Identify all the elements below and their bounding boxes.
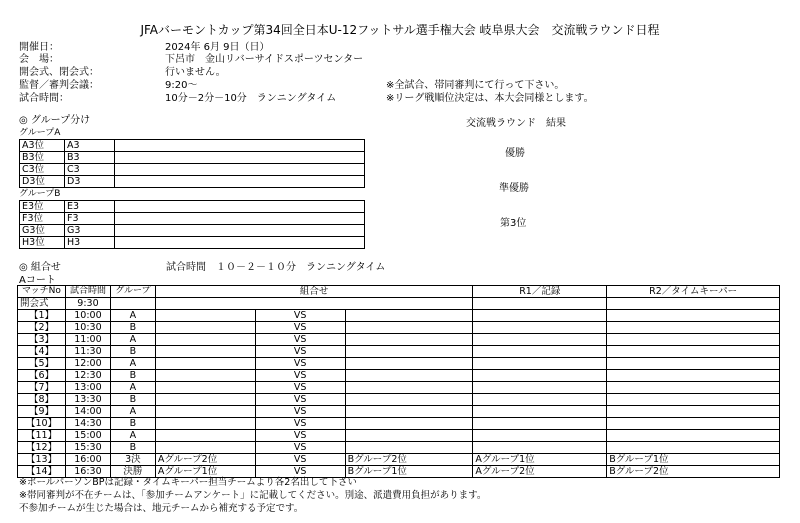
table-row (20, 201, 365, 213)
info-value-meeting: 9:20～ (165, 80, 198, 91)
match-r2[interactable] (607, 334, 780, 346)
group-a-seed: A3位 (20, 140, 65, 152)
group-a-seed: D3位 (20, 176, 65, 188)
match-group: A (110, 406, 155, 418)
match-team1[interactable] (155, 334, 255, 346)
match-r1[interactable] (473, 346, 607, 358)
header-matchup: 組合せ (155, 286, 472, 298)
table-row (18, 358, 780, 370)
match-r1[interactable] (473, 382, 607, 394)
match-group: A (110, 334, 155, 346)
match-group: 3決 (110, 454, 155, 466)
footnote-ballperson: ※ボールパーソンBPは記録・タイムキーパー担当チームより各2名出して下さい (19, 477, 357, 488)
match-vs: VS (255, 382, 345, 394)
info-label-match-time: 試合時間： (19, 93, 69, 104)
document-title: JFAバーモントカップ第34回全日本U-12フットサル選手権大会 岐阜県大会 交流戦ラウンド日程 (140, 23, 660, 37)
match-time: 11:30 (65, 346, 110, 358)
info-label-meeting: 監督／審判会議： (19, 80, 99, 91)
group-b-seed: F3位 (20, 213, 65, 225)
match-vs: VS (255, 370, 345, 382)
match-vs: VS (255, 334, 345, 346)
table-row (18, 334, 780, 346)
table-row (18, 466, 780, 478)
match-team2[interactable]: Bグループ1位 (345, 466, 473, 478)
match-time: 15:30 (65, 442, 110, 454)
header-group: グループ (110, 286, 155, 298)
match-group: B (110, 394, 155, 406)
match-time: 16:00 (65, 454, 110, 466)
court-label: Aコート (19, 275, 56, 286)
match-r1[interactable] (473, 418, 607, 430)
table-row (18, 346, 780, 358)
match-no: 【7】 (18, 382, 66, 394)
result-champion-label: 優勝 (505, 148, 525, 159)
table-row (18, 406, 780, 418)
match-team1[interactable] (155, 322, 255, 334)
match-r2[interactable] (607, 442, 780, 454)
match-team2[interactable] (345, 442, 473, 454)
match-r2[interactable] (607, 322, 780, 334)
match-team1[interactable] (155, 382, 255, 394)
match-time: 13:00 (65, 382, 110, 394)
match-vs: VS (255, 394, 345, 406)
match-vs: VS (255, 358, 345, 370)
match-r1[interactable] (473, 370, 607, 382)
match-r1[interactable] (473, 334, 607, 346)
header-time: 試合時間 (65, 286, 110, 298)
match-no: 【1】 (18, 310, 66, 322)
match-no: 【14】 (18, 466, 66, 478)
table-row-opening (18, 298, 780, 310)
match-r1[interactable] (473, 430, 607, 442)
match-r2[interactable] (607, 358, 780, 370)
match-time: 12:30 (65, 370, 110, 382)
table-row (20, 164, 365, 176)
match-group: B (110, 346, 155, 358)
result-runner-up-label: 準優勝 (499, 183, 529, 194)
table-row (18, 430, 780, 442)
match-team1[interactable] (155, 310, 255, 322)
match-no: 【13】 (18, 454, 66, 466)
match-vs: VS (255, 442, 345, 454)
group-a-code: B3 (65, 152, 115, 164)
group-a-team[interactable] (115, 140, 365, 152)
group-a-team[interactable] (115, 164, 365, 176)
match-time: 14:00 (65, 406, 110, 418)
match-team1[interactable]: Aグループ1位 (155, 466, 255, 478)
match-team1[interactable] (155, 370, 255, 382)
group-b-team[interactable] (115, 237, 365, 249)
match-team2[interactable]: Bグループ2位 (345, 454, 473, 466)
table-row (18, 442, 780, 454)
match-no: 【8】 (18, 394, 66, 406)
match-group: B (110, 370, 155, 382)
match-no: 【5】 (18, 358, 66, 370)
group-a-code: A3 (65, 140, 115, 152)
group-a-team[interactable] (115, 152, 365, 164)
info-label-ceremony: 開会式、閉会式： (19, 67, 99, 78)
match-team1[interactable] (155, 430, 255, 442)
match-r2[interactable] (607, 346, 780, 358)
match-r2[interactable] (607, 382, 780, 394)
match-no: 【4】 (18, 346, 66, 358)
info-value-venue: 下呂市 金山リバーサイドスポーツセンター (165, 54, 364, 65)
group-b-code: F3 (65, 213, 115, 225)
group-b-code: G3 (65, 225, 115, 237)
group-b-team[interactable] (115, 201, 365, 213)
match-group: A (110, 358, 155, 370)
match-time: 11:00 (65, 334, 110, 346)
match-time: 12:00 (65, 358, 110, 370)
table-row (18, 310, 780, 322)
match-vs: VS (255, 322, 345, 334)
table-row (20, 225, 365, 237)
group-b-team[interactable] (115, 213, 365, 225)
table-row (18, 394, 780, 406)
match-no: 【3】 (18, 334, 66, 346)
match-team2[interactable] (345, 382, 473, 394)
match-r1[interactable] (473, 322, 607, 334)
match-team1[interactable]: Aグループ2位 (155, 454, 255, 466)
group-b-code: E3 (65, 201, 115, 213)
group-a-team[interactable] (115, 176, 365, 188)
group-b-seed: H3位 (20, 237, 65, 249)
opening-label: 開会式 (18, 298, 66, 310)
info-value-ceremony: 行いません。 (165, 67, 226, 78)
match-r1[interactable] (473, 394, 607, 406)
match-vs: VS (255, 454, 345, 466)
table-row (20, 140, 365, 152)
match-group: A (110, 310, 155, 322)
match-no: 【10】 (18, 418, 66, 430)
match-team2[interactable] (345, 310, 473, 322)
match-no: 【9】 (18, 406, 66, 418)
match-r1[interactable]: Aグループ1位 (473, 454, 607, 466)
match-r1[interactable] (473, 442, 607, 454)
result-third-label: 第3位 (500, 218, 527, 229)
match-time: 16:30 (65, 466, 110, 478)
match-r2[interactable] (607, 394, 780, 406)
match-team2[interactable] (345, 346, 473, 358)
match-team2[interactable] (345, 334, 473, 346)
group-a-seed: C3位 (20, 164, 65, 176)
group-b-label: グループB (19, 189, 61, 199)
table-row (20, 213, 365, 225)
match-vs: VS (255, 466, 345, 478)
footnote-referee: ※帯同審判が不在チームは、「参加チームアンケート」に記載してください。別途、派遣費用負担があります。 (19, 490, 487, 501)
match-vs: VS (255, 430, 345, 442)
group-section-title: ◎ グループ分け (19, 115, 91, 126)
match-team1[interactable] (155, 394, 255, 406)
info-value-match-time: 10分－2分－10分 ランニングタイム (165, 93, 337, 104)
match-r2[interactable] (607, 430, 780, 442)
info-label-date: 開催日： (19, 42, 59, 53)
info-value-date: 2024年 6月 9日（日） (165, 42, 270, 53)
header-r1: R1／記録 (473, 286, 607, 298)
group-b-table (19, 200, 365, 249)
opening-time: 9:30 (65, 298, 110, 310)
match-no: 【6】 (18, 370, 66, 382)
match-vs: VS (255, 418, 345, 430)
match-time: 14:30 (65, 418, 110, 430)
match-team2[interactable] (345, 370, 473, 382)
table-row (20, 152, 365, 164)
results-title: 交流戦ラウンド 結果 (466, 118, 566, 129)
schedule-table (17, 285, 780, 478)
match-team1[interactable] (155, 406, 255, 418)
match-group: B (110, 418, 155, 430)
match-team2[interactable] (345, 394, 473, 406)
table-row (18, 370, 780, 382)
match-time: 10:00 (65, 310, 110, 322)
match-r1[interactable] (473, 310, 607, 322)
match-group: B (110, 442, 155, 454)
table-row (18, 418, 780, 430)
match-team1[interactable] (155, 442, 255, 454)
match-team2[interactable] (345, 406, 473, 418)
match-r2[interactable] (607, 418, 780, 430)
group-a-table (19, 139, 365, 188)
match-r2[interactable]: Bグループ1位 (607, 454, 780, 466)
match-r2[interactable]: Bグループ2位 (607, 466, 780, 478)
table-row (18, 322, 780, 334)
table-row (20, 237, 365, 249)
table-row (20, 176, 365, 188)
group-a-code: D3 (65, 176, 115, 188)
table-row (18, 454, 780, 466)
group-b-team[interactable] (115, 225, 365, 237)
match-team2[interactable] (345, 418, 473, 430)
info-label-venue: 会 場： (19, 54, 59, 65)
note-ranking: ※リーグ戦順位決定は、本大会同様とします。 (386, 93, 594, 104)
match-group: A (110, 382, 155, 394)
match-r1[interactable]: Aグループ2位 (473, 466, 607, 478)
group-a-seed: B3位 (20, 152, 65, 164)
schedule-section-title: ◎ 組合せ (19, 262, 61, 273)
match-no: 【11】 (18, 430, 66, 442)
group-b-seed: E3位 (20, 201, 65, 213)
match-r2[interactable] (607, 370, 780, 382)
match-team2[interactable] (345, 358, 473, 370)
group-b-code: H3 (65, 237, 115, 249)
match-time: 13:30 (65, 394, 110, 406)
note-referee: ※全試合、帯同審判にて行って下さい。 (386, 80, 565, 91)
match-r1[interactable] (473, 358, 607, 370)
match-team1[interactable] (155, 346, 255, 358)
match-group: A (110, 430, 155, 442)
table-header-row (18, 286, 780, 298)
match-team2[interactable] (345, 322, 473, 334)
group-a-code: C3 (65, 164, 115, 176)
match-r1[interactable] (473, 406, 607, 418)
match-vs: VS (255, 346, 345, 358)
group-a-label: グループA (19, 128, 61, 138)
match-time: 10:30 (65, 322, 110, 334)
match-no: 【2】 (18, 322, 66, 334)
header-match-no: マッチNo (18, 286, 66, 298)
table-row (18, 382, 780, 394)
match-vs: VS (255, 310, 345, 322)
match-group: 決勝 (110, 466, 155, 478)
match-r2[interactable] (607, 310, 780, 322)
group-b-seed: G3位 (20, 225, 65, 237)
match-group: B (110, 322, 155, 334)
match-team1[interactable] (155, 358, 255, 370)
footnote-replacement: 不参加チームが生じた場合は、地元チームから補充する予定です。 (19, 503, 304, 514)
match-no: 【12】 (18, 442, 66, 454)
schedule-time-note: 試合時間 １０－２－１０分 ランニングタイム (166, 262, 386, 273)
match-r2[interactable] (607, 406, 780, 418)
match-time: 15:00 (65, 430, 110, 442)
match-team1[interactable] (155, 418, 255, 430)
header-r2: R2／タイムキーパー (607, 286, 780, 298)
match-vs: VS (255, 406, 345, 418)
match-team2[interactable] (345, 430, 473, 442)
